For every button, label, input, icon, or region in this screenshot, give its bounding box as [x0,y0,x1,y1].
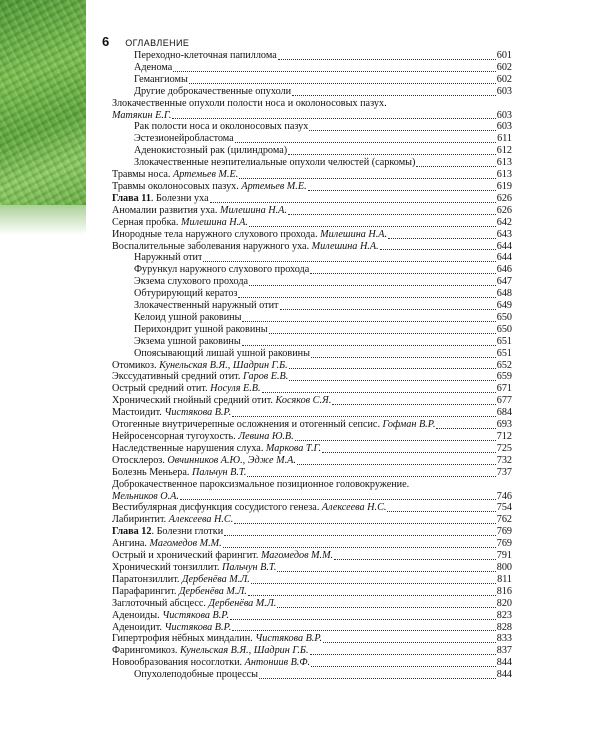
dot-leader [172,118,495,119]
toc-page-number: 746 [496,490,512,502]
toc-page-number: 611 [497,133,512,145]
toc-page-number: 603 [496,85,512,97]
toc-page-number: 644 [496,252,512,264]
toc-entry [112,264,512,276]
toc-page-number: 732 [496,454,512,466]
toc-entry-text [112,633,322,645]
dot-leader [310,273,495,274]
toc-entry-text [112,217,248,229]
toc-entry-title: Травмы околоносовых пазух. [112,180,239,192]
toc-entry-title: Нейросенсорная тугоухость. [112,431,236,442]
decorative-green-fade [0,205,86,235]
toc-page-number: 769 [496,538,512,550]
toc-entry [112,252,512,264]
toc-entry-text [112,431,294,443]
dot-leader [295,440,496,441]
dot-leader [251,583,496,584]
toc-entry-author: Чистякова В.Р. [162,609,230,621]
toc-entry-title: Ангина. [112,538,147,550]
toc-entry [112,562,512,574]
toc-entry-author: Антониив В.Ф. [244,657,311,669]
toc-entry-title: Гипертрофия нёбных миндалин. [112,633,253,645]
toc-entry [112,502,512,514]
toc-page-number: 833 [496,633,512,645]
toc-page-number: 602 [496,73,512,85]
toc-entry-title: Фарингомикоз. [112,645,178,657]
dot-leader [224,535,496,536]
toc-page-number: 811 [497,573,512,585]
toc-entry-text [112,491,179,503]
toc-entry [112,610,512,622]
page-number: 6 [102,34,110,49]
toc-entry [112,86,512,98]
toc-page-number: 816 [496,585,512,597]
toc-entry-title: Келоид ушной раковины [134,311,242,323]
toc-entry-text [112,526,223,538]
dot-leader [297,464,496,465]
toc-entry-text [134,312,241,324]
toc-entry [112,479,512,491]
toc-entry [112,157,512,169]
toc-page-number: 800 [496,561,512,573]
toc-page-number: 603 [496,121,512,133]
dot-leader [242,321,495,322]
toc-entry-text [112,455,296,467]
toc-entry-title: Аденокистозный рак (цилиндрома) [134,145,288,157]
toc-entry-text [134,324,268,336]
toc-entry-title: Отомикоз. [112,359,157,371]
toc-entry-title: Обтурирующий кератоз [134,288,238,300]
toc-page-number: 642 [496,216,512,228]
dot-leader [234,523,495,524]
toc-entry-text [112,193,209,205]
toc-entry [112,538,512,550]
toc-entry [112,145,512,157]
toc-entry-author: Косяков С.Я. [275,395,332,407]
dot-leader [210,202,496,203]
dot-leader [269,333,496,334]
toc-page-number: 646 [496,264,512,276]
toc-entry-title: Эстезионейробластома [134,133,234,145]
page-header [102,34,189,50]
toc-page-number: 603 [496,109,512,121]
toc-entry [112,288,512,300]
toc-entry [112,205,512,217]
toc-page-number: 754 [496,502,512,514]
toc-entry [112,669,512,681]
toc-page-number: 823 [496,609,512,621]
toc-page-number: 737 [496,466,512,478]
toc-entry-title: Острый средний отит. [112,383,208,395]
toc-entry-text [134,336,241,348]
toc-page-number: 651 [496,347,512,359]
toc-entry-title: Аденоиды. [112,609,160,621]
toc-entry [112,241,512,253]
toc-entry-text [134,276,248,288]
dot-leader [416,166,495,167]
toc-entry-title: Серная пробка. [112,216,179,228]
toc-entry [112,74,512,86]
toc-entry-text [112,371,288,383]
dot-leader [238,297,495,298]
toc-entry-text [134,264,309,276]
toc-entry-author: Милешина Н.А. [219,204,287,216]
toc-page-number: 626 [496,204,512,216]
toc-entry-text [112,241,379,253]
toc-entry-author: Магомедов М.М. [149,538,222,550]
toc-page-number: 828 [496,621,512,633]
dot-leader [388,238,496,239]
toc-entry-title: Гемангиомы [134,73,188,85]
toc-entry-title: Опоясывающий лишай ушной раковины [134,347,310,359]
toc-entry-text [112,622,231,634]
toc-entry-author: Дербенёва М.Л. [179,585,247,597]
dot-leader [262,392,496,393]
toc-page-number: 820 [496,597,512,609]
toc-entry [112,395,512,407]
toc-page-number: 712 [496,431,512,442]
toc-page-number: 647 [496,276,512,288]
dot-leader [249,285,496,286]
toc-page-number: 791 [496,550,512,562]
toc-entry-author: Чистякова В.Р. [255,633,323,645]
toc-entry [112,133,512,145]
toc-entry-title: Хронический гнойный средний отит. [112,395,273,407]
toc-entry-title: Мастоидит. [112,407,162,419]
toc-page-number: 649 [496,300,512,312]
toc-page-number: 651 [496,335,512,347]
toc-entry-title: Аденоидит. [112,621,162,633]
toc-entry-title: Экзема слухового прохода [134,276,249,288]
toc-entry [112,276,512,288]
toc-entry-author: Мельников О.А. [112,490,179,502]
toc-entry-author: Алексеева Н.С. [168,514,234,526]
toc-page-number: 693 [496,419,512,431]
toc-entry-text [112,360,288,372]
toc-entry-title: Травмы носа. [112,169,171,181]
toc-entry-text [112,467,246,479]
toc-entry-author: Артемьев М.Е. [241,180,307,192]
dot-leader [309,130,495,131]
dot-leader [235,142,496,143]
toc-entry [112,407,512,419]
toc-entry-title: Переходно-клеточная папиллома [134,50,277,61]
dot-leader [436,428,495,429]
toc-entry-text [134,145,287,157]
toc-entry [112,633,512,645]
toc-page-number: 613 [496,169,512,181]
toc-entry [112,371,512,383]
dot-leader [239,178,495,179]
toc-entry-title: . Болезни глотки [151,526,224,538]
toc-entry-title: Новообразования носоглотки. [112,657,243,669]
toc-page-number: 762 [496,514,512,526]
toc-entry-author: Матякин Е.Г. [112,109,172,121]
toc-entry [112,467,512,479]
dot-leader [232,416,495,417]
toc-entry [112,98,512,110]
dot-leader [311,357,496,358]
toc-entry-text [112,407,231,419]
toc-entry [112,455,512,467]
chapter-label: Глава 12 [112,526,152,538]
toc-entry-title: Паратонзиллит. [112,573,180,585]
toc-entry-title: Отосклероз. [112,454,165,466]
dot-leader [173,71,495,72]
toc-entry-title: Лабиринтит. [112,514,167,526]
chapter-label: Глава 11 [112,192,151,204]
toc-entry [112,598,512,610]
table-of-contents [112,50,512,681]
toc-entry [112,443,512,455]
toc-entry [112,586,512,598]
toc-page-number: 613 [496,157,512,169]
toc-entry-author: Гофман В.Р. [382,419,436,431]
dot-leader [288,214,496,215]
dot-leader [323,642,496,643]
toc-chapter-entry [112,193,512,205]
toc-entry-author: Овчинников А.Ю., Эдже М.А. [167,454,296,466]
toc-page-number: 644 [496,240,512,252]
toc-entry [112,645,512,657]
toc-entry-author: Артемьев М.Е. [173,169,239,181]
toc-entry [112,431,512,443]
toc-entry-text [112,479,409,490]
toc-entry [112,360,512,372]
dot-leader [280,309,496,310]
toc-entry-author: Гаров Е.В. [242,371,289,383]
toc-entry-author: Левина Ю.В. [238,431,294,442]
toc-entry [112,514,512,526]
toc-entry-title: Отогенные внутричерепные осложнения и отогенный сепсис. [112,419,380,431]
dot-leader [259,678,496,679]
dot-leader [334,559,496,560]
toc-entry [112,348,512,360]
dot-leader [311,666,496,667]
toc-entry-text [112,586,247,598]
toc-entry-text [112,419,435,431]
dot-leader [289,380,495,381]
toc-entry-author: Милешина Н.А. [311,240,379,252]
dot-leader [230,619,496,620]
toc-entry-text [112,169,238,181]
toc-entry-text [134,62,172,74]
toc-entry [112,622,512,634]
toc-entry-text [112,657,310,669]
dot-leader [277,607,495,608]
toc-entry-text [112,98,387,109]
dot-leader [288,154,496,155]
toc-entry-text [112,514,233,526]
toc-entry-title: Острый и хронический фарингит. [112,550,259,562]
toc-entry-author: Дербенёва М.Л. [208,597,277,609]
toc-entry-author: Милешина Н.А. [320,228,388,240]
toc-entry-title: Злокачественные опухоли полости носа и околоносовых пазух. [112,97,387,109]
toc-entry-author: Носуля Е.В. [210,383,261,395]
toc-entry [112,419,512,431]
toc-entry-title: Злокачественные неэпителиальные опухоли челюстей (саркомы) [134,157,416,169]
toc-page-number: 648 [496,288,512,300]
toc-page-number: 837 [496,645,512,657]
dot-leader [247,476,495,477]
toc-page-number: 684 [496,407,512,419]
toc-entry [112,50,512,62]
toc-entry-text [134,669,258,681]
toc-entry [112,491,512,503]
toc-entry [112,62,512,74]
toc-entry-title: Наследственные нарушения слуха. [112,442,264,454]
toc-entry [112,336,512,348]
toc-entry-title: Другие доброкачественные опухоли [134,85,292,97]
dot-leader [232,630,495,631]
toc-entry-title: Заглоточный абсцесс. [112,597,206,609]
toc-entry [112,574,512,586]
dot-leader [380,249,496,250]
toc-page-number: 652 [496,359,512,371]
dot-leader [203,261,495,262]
toc-entry-title: Экссудативный средний отит. [112,371,241,383]
toc-entry-text [112,645,309,657]
toc-entry [112,181,512,193]
running-head: ОГЛАВЛЕНИЕ [125,38,190,48]
dot-leader [248,595,496,596]
toc-entry [112,229,512,241]
toc-entry-text [112,550,333,562]
toc-entry-text [134,348,310,360]
toc-entry-text [134,74,188,86]
toc-page-number: 844 [496,657,512,669]
toc-entry-title: Вестибулярная дисфункция сосудистого генеза. [112,502,320,514]
toc-entry-text [112,598,276,610]
toc-page-number: 650 [496,323,512,335]
toc-page-number: 612 [496,145,512,157]
toc-entry [112,110,512,122]
toc-entry-text [112,610,229,622]
toc-entry-author: Чистякова В.Р. [164,621,232,633]
toc-page-number: 677 [496,395,512,407]
toc-entry [112,312,512,324]
toc-entry-author: Магомедов М.М. [260,550,334,562]
toc-entry-text [112,205,287,217]
toc-page-number: 619 [496,180,512,192]
toc-entry-author: Пальчун В.Т. [222,561,277,573]
dot-leader [242,345,496,346]
dot-leader [278,59,496,60]
toc-page-number: 844 [496,669,512,681]
toc-page-number: 626 [496,192,512,204]
dot-leader [310,654,496,655]
toc-entry-author: Алексеева Н.С. [321,502,387,514]
toc-page-number: 725 [496,442,512,454]
toc-entry-text [134,300,279,312]
toc-entry-title: Инородные тела наружного слухового прохода. [112,228,318,240]
toc-entry-text [112,110,171,122]
toc-entry-title: Злокачественный наружный отит [134,300,279,312]
dot-leader [180,499,496,500]
toc-entry-title: Рак полости носа и околоносовых пазух [134,121,309,133]
toc-entry-text [134,133,234,145]
toc-entry [112,300,512,312]
toc-entry [112,169,512,181]
toc-entry-text [112,443,321,455]
toc-entry [112,121,512,133]
toc-entry-text [112,562,276,574]
toc-entry-title: Наружный отит [134,252,203,264]
toc-page-number: 769 [496,526,512,538]
toc-entry-title: . Болезни уха [150,192,209,204]
dot-leader [387,511,495,512]
toc-page-number: 602 [496,61,512,73]
decorative-green-strip [0,0,86,205]
toc-entry-text [112,538,222,550]
toc-entry-title: Экзема ушной раковины [134,335,241,347]
toc-entry-author: Милешина Н.А. [180,216,248,228]
dot-leader [223,547,496,548]
dot-leader [322,452,496,453]
toc-entry-text [134,157,415,169]
toc-entry-title: Болезнь Меньера. [112,466,190,478]
toc-entry-text [112,395,331,407]
dot-leader [332,404,495,405]
toc-chapter-entry [112,526,512,538]
toc-entry-text [134,288,237,300]
toc-entry [112,217,512,229]
dot-leader [289,368,496,369]
toc-entry [112,657,512,669]
toc-entry-title: Фурункул наружного слухового прохода [134,264,310,276]
toc-entry [112,383,512,395]
dot-leader [308,190,496,191]
toc-entry-title: Аденома [134,61,173,73]
toc-entry-title: Перихондрит ушной раковины [134,323,268,335]
toc-entry-author: Пальчун В.Т. [191,466,247,478]
toc-entry-text [134,121,308,133]
toc-entry-author: Дербенёва М.Л. [181,573,250,585]
toc-entry-title: Доброкачественное пароксизмальное позиционное головокружение. [112,478,410,490]
toc-entry [112,550,512,562]
toc-page-number: 671 [496,383,512,395]
toc-entry-text [112,502,386,514]
toc-entry-title: Опухолеподобные процессы [134,669,259,681]
toc-entry-text [112,229,387,241]
dot-leader [277,571,495,572]
toc-entry-title: Хронический тонзиллит. [112,561,220,573]
dot-leader [249,226,496,227]
toc-entry-author: Чистякова В.Р. [164,407,232,419]
toc-entry-title: Аномалии развития уха. [112,204,218,216]
dot-leader [189,83,496,84]
toc-page-number: 659 [496,371,512,383]
toc-page-number: 643 [496,228,512,240]
toc-entry [112,324,512,336]
toc-entry-title: Воспалительные заболевания наружного уха. [112,240,310,252]
toc-entry-text [112,181,307,193]
toc-entry-title: Парафарингит. [112,585,177,597]
toc-entry-text [134,252,202,264]
toc-entry-text [134,50,277,62]
toc-entry-text [112,383,261,395]
toc-entry-text [134,86,291,98]
toc-page-number: 650 [496,311,512,323]
toc-entry-author: Кунельская В.Я., Шадрин Г.Б. [159,359,288,371]
toc-entry-author: Маркова Т.Г. [265,442,322,454]
toc-page-number: 601 [496,50,512,61]
toc-entry-author: Кунельская В.Я., Шадрин Г.Б. [179,645,309,657]
toc-entry-text [112,574,250,586]
dot-leader [292,95,496,96]
